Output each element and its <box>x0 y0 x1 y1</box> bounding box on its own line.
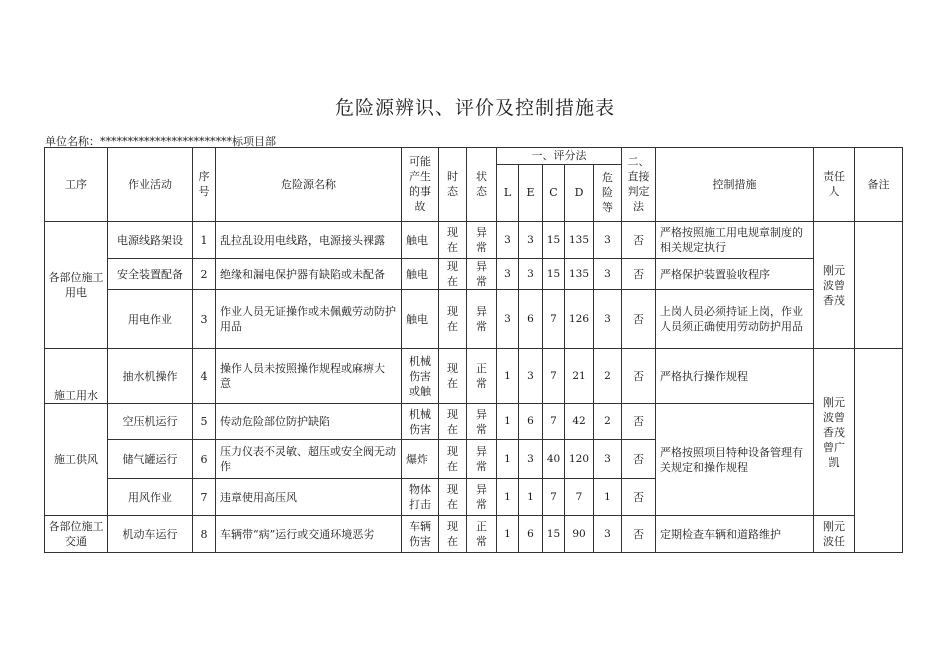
level-cell: 3 <box>594 440 622 479</box>
table-row <box>45 259 903 290</box>
accident-cell: 物体打击 <box>402 479 439 516</box>
direct-cell: 否 <box>622 290 656 349</box>
d-cell: 21 <box>565 349 594 404</box>
direct-cell: 否 <box>622 349 656 404</box>
e-cell: 3 <box>519 440 543 479</box>
tense-cell: 现在 <box>439 349 467 404</box>
control-cell: 严格保护装置验收程序 <box>656 259 814 290</box>
tense-cell: 现在 <box>439 222 467 259</box>
e-cell: 3 <box>519 349 543 404</box>
seq-cell: 6 <box>193 440 216 479</box>
tense-cell: 现在 <box>439 440 467 479</box>
d-cell: 135 <box>565 259 594 290</box>
c-cell: 7 <box>543 404 565 440</box>
accident-cell: 机械伤害或触 <box>402 349 439 404</box>
table-row <box>45 222 903 259</box>
state-cell: 异常 <box>467 222 497 259</box>
col-D: D <box>565 165 594 222</box>
activity-cell: 用电作业 <box>108 290 193 349</box>
d-cell: 90 <box>565 516 594 553</box>
hazard-cell: 乱拉乱设用电线路，电源接头裸露 <box>216 222 402 259</box>
level-cell: 3 <box>594 222 622 259</box>
unit-name: 单位名称：************************标项目部 <box>45 135 276 148</box>
l-cell: 1 <box>497 440 519 479</box>
header-row-1 <box>45 148 903 165</box>
col-direct: 二、直接判定法 <box>622 148 656 222</box>
col-level: 危险等 <box>594 165 622 222</box>
control-cell: 定期检查车辆和道路维护 <box>656 516 814 553</box>
hazard-cell: 操作人员未按照操作规程或麻痹大 意 <box>216 349 402 404</box>
hazard-cell: 压力仪表不灵敏、超压或安全阀无动作 <box>216 440 402 479</box>
activity-cell: 空压机运行 <box>108 404 193 440</box>
process-cell: 施工用水 <box>45 349 108 404</box>
e-cell: 3 <box>519 222 543 259</box>
e-cell: 1 <box>519 479 543 516</box>
direct-cell: 否 <box>622 222 656 259</box>
accident-cell: 车辆伤害 <box>402 516 439 553</box>
seq-cell: 5 <box>193 404 216 440</box>
accident-cell: 触电 <box>402 290 439 349</box>
direct-cell: 否 <box>622 259 656 290</box>
control-cell: 严格执行操作规程 <box>656 349 814 404</box>
c-cell: 7 <box>543 349 565 404</box>
activity-cell: 储气罐运行 <box>108 440 193 479</box>
hazard-cell: 作业人员无证操作或未佩戴劳动防护用品 <box>216 290 402 349</box>
l-cell: 3 <box>497 222 519 259</box>
l-cell: 1 <box>497 479 519 516</box>
seq-cell: 4 <box>193 349 216 404</box>
state-cell: 异常 <box>467 440 497 479</box>
seq-cell: 7 <box>193 479 216 516</box>
seq-cell: 3 <box>193 290 216 349</box>
activity-cell: 用风作业 <box>108 479 193 516</box>
col-activity: 作业活动 <box>108 148 193 222</box>
level-cell: 2 <box>594 404 622 440</box>
activity-cell: 电源线路架设 <box>108 222 193 259</box>
tense-cell: 现在 <box>439 516 467 553</box>
d-cell: 42 <box>565 404 594 440</box>
accident-cell: 机械伤害 <box>402 404 439 440</box>
activity-cell: 抽水机操作 <box>108 349 193 404</box>
control-cell: 上岗人员必须持证上岗，作业人员须正确使用劳动防护用品 <box>656 290 814 349</box>
col-remark: 备注 <box>855 148 903 222</box>
remark-cell <box>855 349 903 553</box>
state-cell: 正常 <box>467 349 497 404</box>
col-accident: 可能产生的事故 <box>402 148 439 222</box>
table-row <box>45 516 903 553</box>
col-tense: 时态 <box>439 148 467 222</box>
table-row <box>45 290 903 349</box>
col-control: 控制措施 <box>656 148 814 222</box>
e-cell: 6 <box>519 290 543 349</box>
level-cell: 3 <box>594 516 622 553</box>
l-cell: 3 <box>497 290 519 349</box>
level-cell: 2 <box>594 349 622 404</box>
hazard-table <box>44 147 903 553</box>
table-row <box>45 404 903 440</box>
activity-cell: 安全装置配备 <box>108 259 193 290</box>
remark-cell <box>855 222 903 349</box>
d-cell: 120 <box>565 440 594 479</box>
state-cell: 异常 <box>467 479 497 516</box>
process-cell: 施工供风 <box>45 404 108 516</box>
hazard-cell: 绝缘和漏电保护器有缺陷或未配备 <box>216 259 402 290</box>
e-cell: 6 <box>519 516 543 553</box>
c-cell: 7 <box>543 479 565 516</box>
direct-cell: 否 <box>622 440 656 479</box>
col-state: 状态 <box>467 148 497 222</box>
c-cell: 15 <box>543 259 565 290</box>
seq-cell: 2 <box>193 259 216 290</box>
state-cell: 异常 <box>467 259 497 290</box>
col-process: 工序 <box>45 148 108 222</box>
state-cell: 异常 <box>467 404 497 440</box>
c-cell: 15 <box>543 516 565 553</box>
owner-cell: 刚元波曾香茂 <box>814 222 855 349</box>
col-evaluation: 一、评分法 <box>497 148 622 165</box>
owner-cell: 刚元波任 <box>814 516 855 553</box>
owner-cell: 刚元波曾香茂曾广凯 <box>814 349 855 516</box>
accident-cell: 触电 <box>402 222 439 259</box>
c-cell: 40 <box>543 440 565 479</box>
tense-cell: 现在 <box>439 404 467 440</box>
direct-cell: 否 <box>622 479 656 516</box>
l-cell: 1 <box>497 349 519 404</box>
direct-cell: 否 <box>622 404 656 440</box>
level-cell: 1 <box>594 479 622 516</box>
d-cell: 126 <box>565 290 594 349</box>
accident-cell: 爆炸 <box>402 440 439 479</box>
hazard-cell: 车辆带“病”运行或交通环境恶劣 <box>216 516 402 553</box>
d-cell: 135 <box>565 222 594 259</box>
hazard-cell: 违章使用高压风 <box>216 479 402 516</box>
l-cell: 1 <box>497 516 519 553</box>
tense-cell: 现在 <box>439 290 467 349</box>
col-seq: 序号 <box>193 148 216 222</box>
col-C: C <box>543 165 565 222</box>
e-cell: 3 <box>519 259 543 290</box>
col-L: L <box>497 165 519 222</box>
e-cell: 6 <box>519 404 543 440</box>
state-cell: 正常 <box>467 516 497 553</box>
tense-cell: 现在 <box>439 479 467 516</box>
process-cell: 各部位施工交通 <box>45 516 108 553</box>
seq-cell: 1 <box>193 222 216 259</box>
col-hazard: 危险源名称 <box>216 148 402 222</box>
hazard-cell: 传动危险部位防护缺陷 <box>216 404 402 440</box>
table-row <box>45 349 903 404</box>
l-cell: 1 <box>497 404 519 440</box>
c-cell: 15 <box>543 222 565 259</box>
direct-cell: 否 <box>622 516 656 553</box>
l-cell: 3 <box>497 259 519 290</box>
page-title: 危险源辨识、评价及控制措施表 <box>334 97 615 119</box>
level-cell: 3 <box>594 290 622 349</box>
accident-cell: 触电 <box>402 259 439 290</box>
tense-cell: 现在 <box>439 259 467 290</box>
activity-cell: 机动车运行 <box>108 516 193 553</box>
c-cell: 7 <box>543 290 565 349</box>
seq-cell: 8 <box>193 516 216 553</box>
control-cell: 严格按照项目特种设备管理有关规定和操作规程 <box>656 404 814 516</box>
process-cell: 各部位施工用电 <box>45 222 108 349</box>
level-cell: 3 <box>594 259 622 290</box>
control-cell: 严格按照施工用电规章制度的相关规定执行 <box>656 222 814 259</box>
col-E: E <box>519 165 543 222</box>
state-cell: 异常 <box>467 290 497 349</box>
d-cell: 7 <box>565 479 594 516</box>
col-owner: 责任人 <box>814 148 855 222</box>
